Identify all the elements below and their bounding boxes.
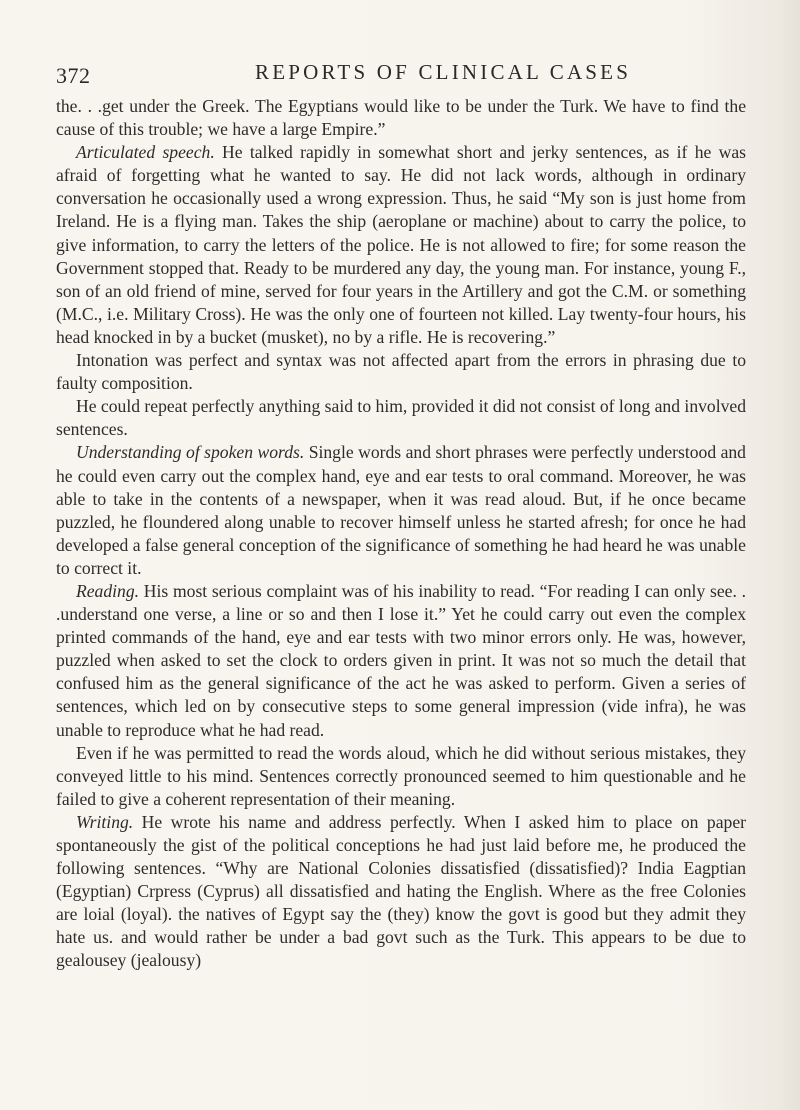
paragraph-text: the. . .get under the Greek. The Egyptians would like to be under the Turk. We have to find the cause of this trouble; we have a large Empire.”: [56, 96, 746, 140]
page-header: [56, 60, 746, 90]
section-heading: Articulated speech.: [76, 142, 215, 163]
paragraph-text: Intonation was perfect and syntax was not affected apart from the errors in phrasing due to faulty composition.: [56, 350, 746, 394]
paragraph-intonation: [56, 349, 746, 395]
paragraph-reading: [56, 580, 746, 742]
running-head: REPORTS OF CLINICAL CASES: [255, 60, 632, 84]
paragraph-reading-aloud: [56, 742, 746, 811]
paragraph-writing: [56, 811, 746, 973]
paragraph-repetition: [56, 395, 746, 441]
paragraph-articulated-speech: [56, 141, 746, 349]
section-heading: Reading.: [76, 580, 140, 601]
paragraph-understanding-spoken: [56, 441, 746, 580]
paragraph-continuation: [56, 95, 746, 141]
paragraph-text: He wrote his name and address perfectly. When I asked him to place on paper spontaneously the gist of the political conceptions he had just laid before me, he produced the following sentences. “Why are National Colonies dissatisfied (dissatisfied)? India Eagptian (Egyptian) Crpress (Cyprus) all dissatisfied and hating the English. Where as the free Colonies are loial (loyal). the natives of Egypt say the (they) know the govt is good but they admit they hate us. and would rather be under a bad govt such as the Turk. This appears to be due to gealousey (jealousy): [56, 811, 746, 971]
section-heading: Understanding of spoken words.: [76, 442, 305, 463]
paragraph-text: His most serious complaint was of his inability to read. “For reading I can only see. . .understand one verse, a line or so and then I lose it.” Yet he could carry out even the complex printed commands of the hand, eye and ear tests with two minor errors only. He was, however, puzzled when asked to set the clock to orders given in print. It was not so much the detail that confused him as the general significance of the act he was asked to perform. Given a series of sentences, which led on by consecutive steps to some general impression (vide infra), he was unable to reproduce what he had read.: [56, 580, 746, 740]
paragraph-text: He could repeat perfectly anything said to him, provided it did not consist of long and involved sentences.: [56, 396, 746, 440]
page-number: 372: [56, 63, 91, 88]
paragraph-text: Single words and short phrases were perfectly understood and he could even carry out the complex hand, eye and ear tests to oral command. Moreover, he was able to take in the contents of a newspaper, when it was read aloud. But, if he once became puzzled, he floundered along unable to recover himself unless he started afresh; for once he had developed a false general conception of the significance of something he had heard he was unable to correct it.: [56, 442, 746, 578]
section-heading: Writing.: [76, 811, 134, 832]
paragraph-text: He talked rapidly in somewhat short and jerky sentences, as if he was afraid of forgetting what he wanted to say. He did not lack words, although in ordinary conversation he occasionally used a wrong expression. Thus, he said “My son is just home from Ireland. He is a flying man. Takes the ship (aeroplane or machine) about to carry the police, to give information, to carry the letters of the police. He is not allowed to fire; for some reason the Government stopped that. Ready to be murdered any day, the young man. For instance, young F., son of an old friend of mine, served for four years in the Artillery and got the C.M. or something (M.C., i.e. Military Cross). He was the only one of fourteen not killed. Lay twenty-four hours, his head knocked in by a bucket (musket), no by a rifle. He is recovering.”: [56, 142, 746, 347]
paragraph-text: Even if he was permitted to read the words aloud, which he did without serious mistakes, they conveyed little to his mind. Sentences correctly pronounced seemed to him questionable and he failed to give a coherent representation of their meaning.: [56, 742, 746, 809]
body-text: [56, 95, 746, 973]
